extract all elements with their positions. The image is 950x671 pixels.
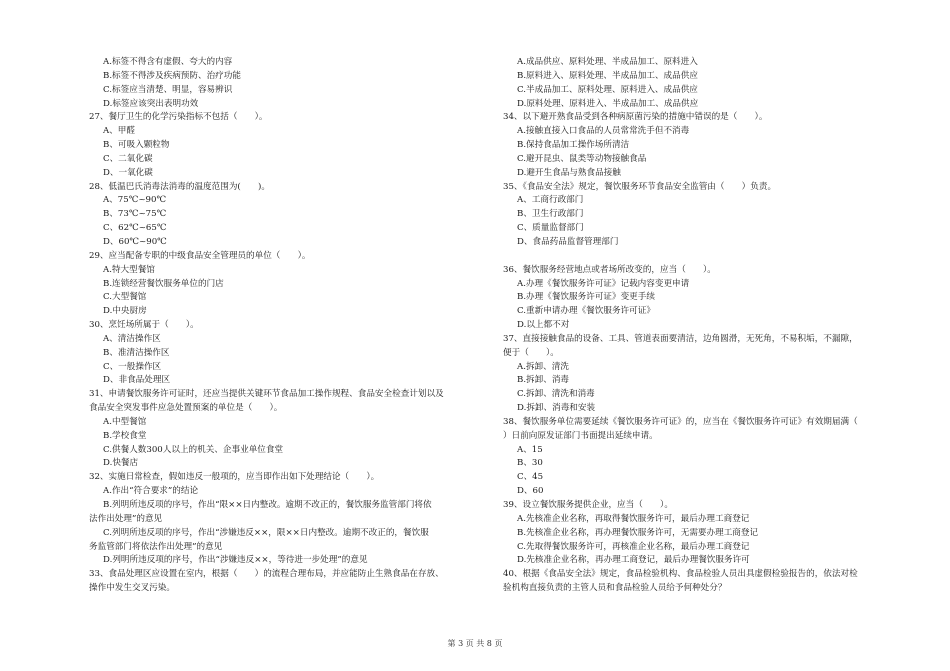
answer-option: A.中型餐馆 [103, 416, 147, 427]
answer-option: A、15 [517, 444, 543, 455]
answer-option: A.接触直接入口食品的人员常常洗手但不消毒 [517, 126, 690, 137]
question-text: 33、食品处理区应设置在室内，根据（ ）的流程合理布局，并应能防止生熟食品在存放、 [89, 569, 444, 580]
answer-option: D.快餐店 [103, 458, 139, 469]
answer-option: D、非食品处理区 [103, 375, 171, 386]
question-text: 31、申请餐饮服务许可证时，还应当提供关键环节食品加工操作规程、食品安全检查计划以及 [89, 389, 444, 400]
answer-option: C.大型餐馆 [103, 292, 147, 303]
page-footer: 第 3 页 共 8 页 [447, 639, 503, 648]
answer-option: A.标签不得含有虚假、夸大的内容 [103, 57, 233, 67]
answer-option: D.原料处理、原料进入、半成品加工、成品供应 [517, 98, 699, 109]
answer-option: D.列明所违反项的序号，作出“涉嫌违反××，等待进一步处理”的意见 [103, 555, 368, 566]
question-text: 37、直接接触食品的设备、工具、管道表面要清洁，边角圆滑，无死角，不易积垢，不漏隙， [503, 333, 858, 344]
answer-option: A.成品供应、原料处理、半成品加工、原料进入 [517, 57, 698, 67]
question-text: 29、应当配备专职的中级食品安全管理员的单位（ ）。 [89, 250, 311, 261]
question-continuation: 务监管部门将依法作出处理”的意见 [89, 541, 223, 552]
answer-option: C.标签应当清楚、明显，容易辨识 [103, 84, 233, 95]
answer-option: B.列明所违反项的序号，作出“限××日内整改。逾期不改正的，餐饮服务监管部门将依 [103, 500, 432, 510]
answer-option: D.避开生食品与熟食品接触 [517, 167, 621, 178]
answer-option: D.拆卸、消毒和安装 [517, 403, 596, 414]
answer-option: C.先取得餐饮服务许可，再核准企业名称，最后办理工商登记 [517, 541, 750, 552]
left-column [89, 56, 489, 596]
answer-option: B.先核准企业名称，再办理餐饮服务许可，无需要办理工商登记 [517, 527, 759, 538]
answer-option: A.特大型餐馆 [103, 264, 155, 275]
answer-option: B、卫生行政部门 [517, 209, 584, 220]
question-text: 32、实施日常检查，假如违反一般项的，应当即作出如下处理结论（ ）。 [89, 472, 380, 483]
answer-option: D、食品药品监督管理部门 [517, 236, 619, 247]
answer-option: D、60℃~90℃ [103, 236, 167, 247]
answer-option: C、45 [517, 472, 544, 483]
answer-option: A.先核准企业名称，再取得餐饮服务许可，最后办理工商登记 [517, 513, 750, 524]
answer-option: B.办理《餐饮服务许可证》变更手续 [517, 292, 655, 303]
answer-option: C、一般操作区 [103, 361, 162, 372]
answer-option: C、二氧化碳 [103, 153, 153, 164]
spacer [503, 250, 903, 264]
question-text: 27、餐厅卫生的化学污染指标不包括（ ）。 [89, 112, 268, 123]
answer-option: D.先核准企业名称，再办理工商登记，最后办理餐饮服务许可 [517, 555, 750, 566]
answer-option: C、62℃~65℃ [103, 223, 167, 234]
question-text: 36、餐饮服务经营地点或者场所改变的，应当（ ）。 [503, 264, 716, 275]
answer-option: D、一氧化碳 [103, 167, 153, 178]
answer-option: A.作出“符合要求”的结论 [103, 486, 199, 497]
answer-option: B、准清洁操作区 [103, 347, 170, 358]
question-text: 39、设立餐饮服务提供企业，应当（ ）。 [503, 500, 673, 510]
answer-option: B.标签不得涉及疾病预防、治疗功能 [103, 70, 241, 81]
answer-option: A、甲醛 [103, 126, 135, 137]
question-text: 35、《食品安全法》规定，餐饮服务环节食品安全监管由（ ）负责。 [503, 181, 777, 192]
answer-option: D、60 [517, 486, 544, 497]
answer-option: D.标签应该突出表明功效 [103, 98, 199, 109]
answer-option: D.中央厨房 [103, 306, 147, 317]
answer-option: C.拆卸、清洗和消毒 [517, 389, 595, 400]
answer-option: C.列明所违反项的序号，作出“涉嫌违反××，限××日内整改。逾期不改正的，餐饮服 [103, 527, 429, 538]
question-text: 34、以下避开熟食品受到各种病原菌污染的措施中错误的是（ ）。 [503, 112, 768, 123]
answer-option: A、75℃~90℃ [103, 195, 167, 206]
answer-option: B.拆卸、消毒 [517, 375, 570, 386]
question-continuation: 食品安全突发事件应急处置预案的单位是（ ）。 [89, 403, 283, 414]
answer-option: B、73℃~75℃ [103, 209, 167, 220]
question-continuation: ）日前向原发证部门书面提出延续申请。 [503, 430, 658, 441]
question-text: 38、餐饮服务单位需要延续《餐饮服务许可证》的，应当在《餐饮服务许可证》有效期届满（ [503, 416, 858, 427]
answer-option: A、清洁操作区 [103, 333, 161, 344]
answer-option: C.避开昆虫、鼠类等动物接触食品 [517, 153, 647, 164]
answer-option: A.办理《餐饮服务许可证》记载内容变更申请 [517, 278, 690, 289]
answer-option: B.原料进入、原料处理、半成品加工、成品供应 [517, 70, 698, 81]
question-text: 40、根据《食品安全法》规定，食品检验机构、食品检验人员出具虚假检验报告的，依法对检 [503, 569, 858, 580]
answer-option: B.学校食堂 [103, 430, 147, 441]
question-continuation: 法作出处理”的意见 [89, 513, 163, 524]
answer-option: D.以上都不对 [517, 320, 570, 331]
answer-option: A.拆卸、清洗 [517, 361, 569, 372]
answer-option: C、质量监督部门 [517, 223, 584, 234]
question-text: 30、烹饪场所属于（ ）。 [89, 320, 199, 331]
answer-option: C.半成品加工、原料处理、原料进入、成品供应 [517, 84, 698, 95]
answer-option: C.供餐人数300人以上的机关、企事业单位食堂 [103, 444, 284, 455]
right-column [503, 56, 903, 596]
answer-option: B、30 [517, 458, 543, 469]
answer-option: B.保持食品加工操作场所清洁 [517, 140, 630, 151]
question-continuation: 验机构直接负责的主管人员和食品检验人员给予何种处分？ [503, 583, 727, 594]
question-continuation: 操作中发生交叉污染。 [89, 583, 175, 594]
question-text: 28、低温巴氏消毒法消毒的温度范围为( )。 [89, 181, 270, 192]
answer-option: C.重新申请办理《餐饮服务许可证》 [517, 306, 655, 317]
question-continuation: 便于（ ）。 [503, 347, 559, 358]
answer-option: B.连锁经营餐饮服务单位的门店 [103, 278, 224, 289]
answer-option: B、可吸入颗粒物 [103, 140, 170, 151]
answer-option: A、工商行政部门 [517, 195, 584, 206]
